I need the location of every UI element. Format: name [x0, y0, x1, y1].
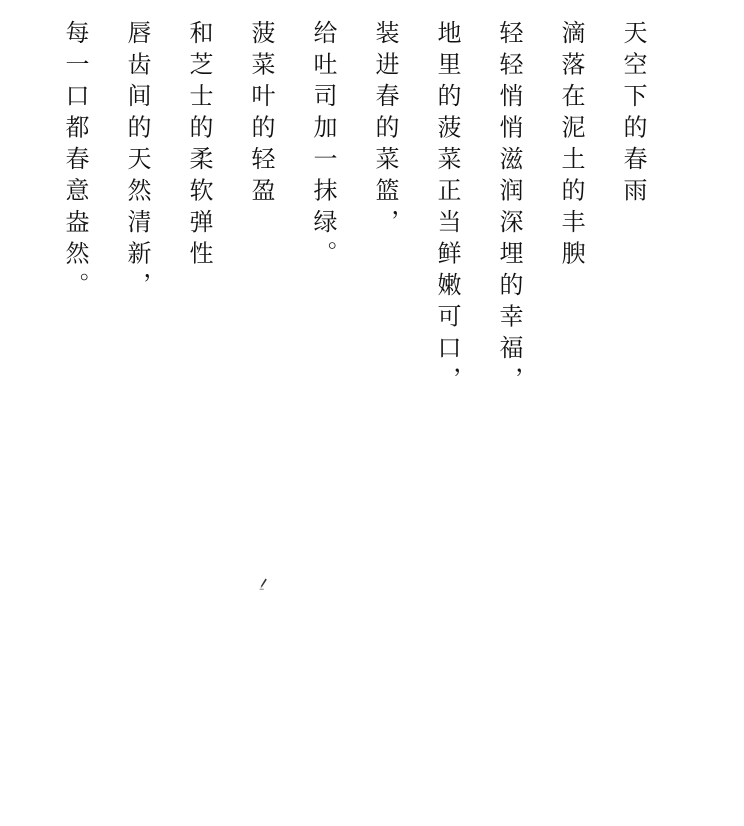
poem-line-4: 地里的菠菜正当鲜嫩可口，	[433, 20, 461, 398]
poem-line-2: 滴落在泥土的丰腴	[557, 20, 585, 272]
poem-line-5: 装进春的菜篮，	[371, 20, 399, 241]
poem-line-10: 每一口都春意盎然。	[61, 20, 89, 304]
poem-line-1: 天空下的春雨	[619, 20, 647, 209]
poem-line-9: 唇齿间的天然清新，	[123, 20, 151, 304]
poem-line-3: 轻轻悄悄滋润深埋的幸福，	[495, 20, 523, 398]
poem-text	[44, 20, 664, 440]
poem-line-6: 给吐司加一抹绿。	[309, 20, 337, 272]
pen-cursor-icon	[259, 578, 268, 590]
poem-line-8: 和芝士的柔软弹性	[185, 20, 213, 272]
poem-line-7: 菠菜叶的轻盈	[247, 20, 275, 209]
